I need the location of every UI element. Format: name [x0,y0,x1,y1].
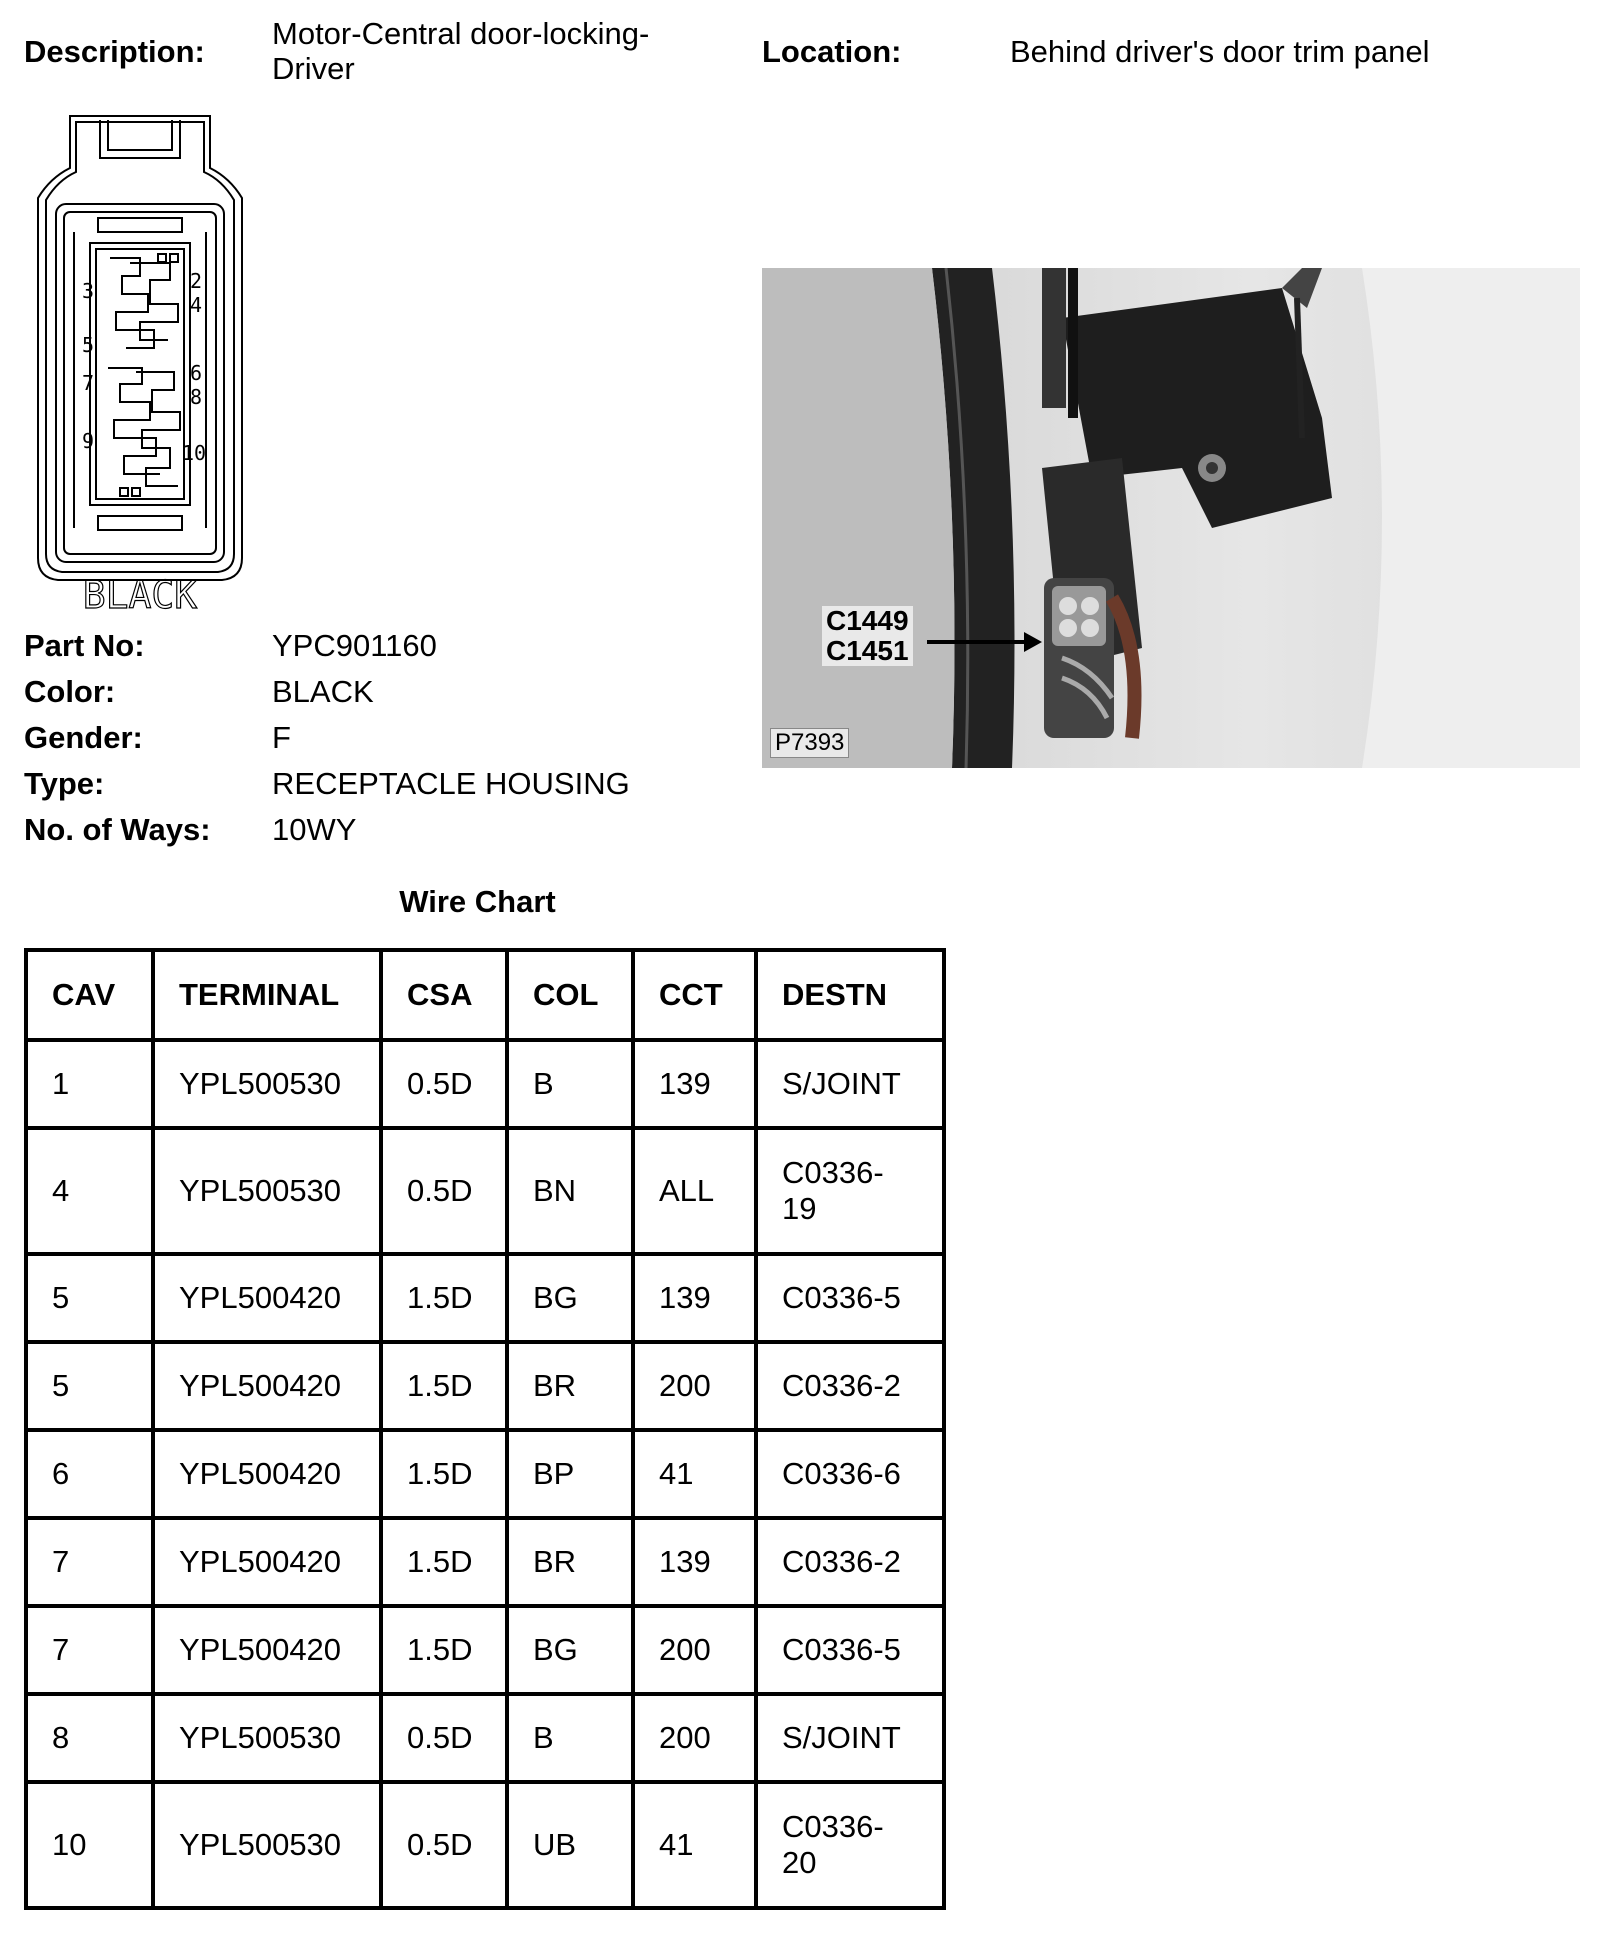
cell-csa: 1.5D [381,1430,507,1518]
cell-cct: 200 [633,1342,756,1430]
cell-destn: C0336-6 [756,1430,944,1518]
cell-destn: C0336-2 [756,1342,944,1430]
part-no-value: YPC901160 [272,628,437,663]
cell-col: UB [507,1782,633,1908]
cell-terminal: YPL500420 [153,1518,381,1606]
location-value: Behind driver's door trim panel [1010,34,1430,69]
pin-label: 9 [82,429,95,453]
gender-label: Gender: [24,720,143,755]
ways-label: No. of Ways: [24,812,211,847]
cell-terminal: YPL500530 [153,1782,381,1908]
cell-destn: C0336-19 [756,1128,944,1254]
table-header-row [26,950,944,1040]
cell-csa: 0.5D [381,1782,507,1908]
cell-cct: 41 [633,1430,756,1518]
cell-destn: S/JOINT [756,1694,944,1782]
header-cct: CCT [633,950,756,1040]
cell-csa: 0.5D [381,1694,507,1782]
cell-terminal: YPL500420 [153,1430,381,1518]
table-row [26,1694,944,1782]
cell-cav: 5 [26,1342,153,1430]
pin-label: 8 [190,385,203,409]
cell-terminal: YPL500420 [153,1342,381,1430]
pin-label: 7 [82,371,95,395]
cell-destn: C0336-5 [756,1606,944,1694]
cell-cct: 200 [633,1694,756,1782]
cell-col: BG [507,1254,633,1342]
pin-label: 3 [82,279,95,303]
cell-terminal: YPL500420 [153,1606,381,1694]
description-label: Description: [24,34,205,69]
description-value: Motor-Central door-locking-Driver [272,16,650,86]
cell-col: BP [507,1430,633,1518]
cell-cav: 7 [26,1518,153,1606]
table-row [26,1782,944,1908]
ways-value: 10WY [272,812,357,847]
cell-cav: 8 [26,1694,153,1782]
cell-col: BR [507,1342,633,1430]
photo-figure-id: P7393 [770,728,849,758]
table-row [26,1430,944,1518]
pin-label: 5 [82,333,95,357]
cell-csa: 1.5D [381,1518,507,1606]
table-row [26,1342,944,1430]
cell-terminal: YPL500530 [153,1694,381,1782]
cell-cct: ALL [633,1128,756,1254]
cell-cct: 139 [633,1254,756,1342]
pin-label: 10 [182,441,207,465]
cell-destn: S/JOINT [756,1040,944,1128]
cell-col: B [507,1694,633,1782]
pin-label: 6 [190,361,203,385]
header-destn: DESTN [756,950,944,1040]
photo-callout-c1449: C1449 [826,605,909,636]
wire-chart-title: Wire Chart [399,884,556,919]
cell-destn: C0336-2 [756,1518,944,1606]
cell-csa: 1.5D [381,1342,507,1430]
cell-csa: 1.5D [381,1606,507,1694]
part-no-label: Part No: [24,628,145,663]
table-row [26,1040,944,1128]
table-row [26,1606,944,1694]
photo-callout-c1451: C1451 [826,635,909,666]
cell-cav: 5 [26,1254,153,1342]
pin-label: 4 [190,293,203,317]
cell-cct: 200 [633,1606,756,1694]
table-row [26,1518,944,1606]
type-value: RECEPTACLE HOUSING [272,766,630,801]
gender-value: F [272,720,291,755]
cell-col: BG [507,1606,633,1694]
connector-color-label: BLACK [82,573,198,617]
cell-cct: 139 [633,1518,756,1606]
cell-csa: 0.5D [381,1040,507,1128]
cell-col: BN [507,1128,633,1254]
cell-cav: 10 [26,1782,153,1908]
cell-csa: 1.5D [381,1254,507,1342]
wire-chart-table [24,948,946,1910]
cell-cav: 1 [26,1040,153,1128]
pin-label: 2 [190,269,203,293]
color-value: BLACK [272,674,374,709]
cell-col: B [507,1040,633,1128]
cell-cav: 7 [26,1606,153,1694]
cell-csa: 0.5D [381,1128,507,1254]
table-row [26,1128,944,1254]
cell-destn: C0336-5 [756,1254,944,1342]
color-label: Color: [24,674,116,709]
header-cav: CAV [26,950,153,1040]
table-row [26,1254,944,1342]
location-label: Location: [762,34,902,69]
photo-callout-label [822,606,913,666]
type-label: Type: [24,766,105,801]
cell-cav: 4 [26,1128,153,1254]
cell-cct: 139 [633,1040,756,1128]
cell-col: BR [507,1518,633,1606]
header-terminal: TERMINAL [153,950,381,1040]
cell-terminal: YPL500530 [153,1040,381,1128]
cell-cav: 6 [26,1430,153,1518]
header-csa: CSA [381,950,507,1040]
cell-terminal: YPL500420 [153,1254,381,1342]
connector-face-diagram [30,108,250,618]
cell-destn: C0336-20 [756,1782,944,1908]
header-col: COL [507,950,633,1040]
cell-terminal: YPL500530 [153,1128,381,1254]
cell-cct: 41 [633,1782,756,1908]
location-photo [762,268,1580,768]
